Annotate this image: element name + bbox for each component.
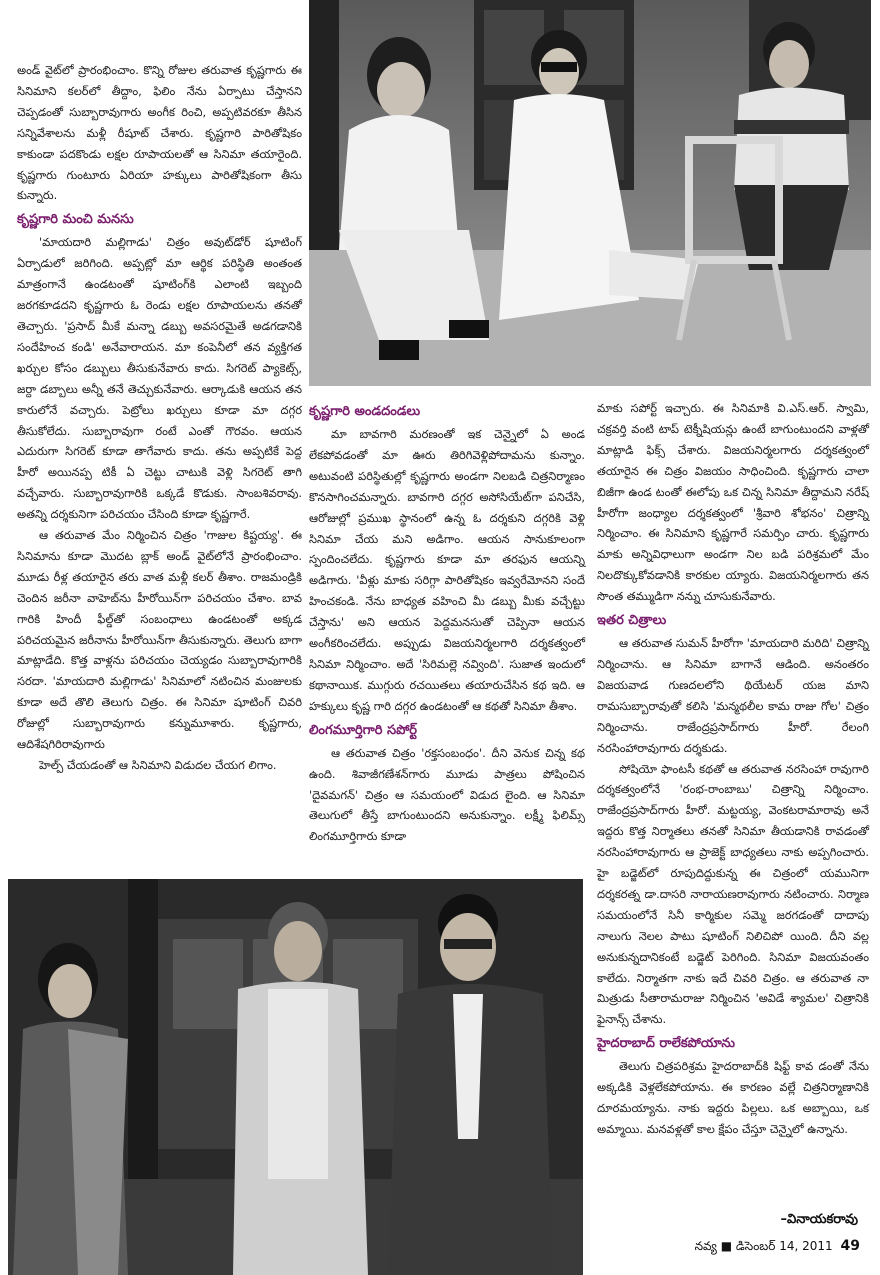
bottom-photo [8,879,583,1275]
col2-paragraph-1: మా బావగారి మరణంతో ఇక చెన్నైలో ఏ అండ లేకపోవడంతో మా ఊరు తిరిగివెళ్లిపోదామను కున్నాం. అటువంటి పరిస్థితుల్లో కృష్ణగారు అండగా నిలబడి చిత్రనిర్మాణం కొనసాగించమన్నారు. బావగారి దగ్గర అసోసియేట్‌గా పనిచేసి, ఆరోజుల్లో ప్రముఖ స్థానంలో ఉన్న ఓ దర్శకుని దగ్గరికి వెళ్లి సినిమా చేయ మని అడిగాం. ఆయన సానుకూలంగా స్పందించలేదు. కృష్ణగారు కూడా మా తరఫున ఆయన్ని అడిగారు. 'వీళ్లు మాకు సరిగ్గా పారితోషికం ఇవ్వరేమోనని సందే హించకండి. నేను బాధ్యత వహించి మీ డబ్బు మీకు వచ్చేట్టు చేస్తాను' అని ఆయన పెద్దమనసుతో చెప్పినా ఆయన అంగీకరించలేదు. అప్పుడు విజయనిర్మలగారి దర్శకత్వంలో సినిమా నిర్మించాం. అదే 'సిరిమల్లె నవ్వింది'. సుజాత ఇందులో కథానాయిక. ముగ్గురు రచయితలు తయారుచేసిన కథ ఇది. ఆ హక్కులు కృష్ణ గారి దగ్గర ఉండటంతో ఆ కథతో సినిమా తీశాం. [309,427,585,713]
col3-paragraph-2: ఆ తరువాత సుమన్ హీరోగా 'మాయదారి మరిది' చిత్రాన్ని నిర్మించాను. ఆ సినిమా బాగానే ఆడింది. అనంతరం విజయవాడ గుణదలలోని థియేటర్ యజ మాని రామసుబ్బారావుతో కలిసి 'మన్మథలీల కామ రాజు గోల' చిత్రం నిర్మించాను. రాజేంద్రప్రసాద్‌గారు హీరో. రేలంగి నరసింహారావుగారు దర్శకుడు. [597,636,869,755]
col3-heading-2: హైదరాబాద్ రాలేకపోయాను [597,1036,735,1052]
bottom-photo-graphic [8,879,583,1275]
page-number: 49 [840,1238,860,1254]
col3-paragraph-1: మాకు సపోర్ట్ ఇచ్చారు. ఈ సినిమాకి వి.ఎస్.ఆర్. స్వామి, చక్రవర్తి వంటి టాప్ టెక్నీషియన్లు ఉంటే బాగుంటుందని వాళ్లతో మాట్లాడి ఫిక్స్ చేశారు. విజయనిర్మలగారు దర్శకత్వంలో తయారైన ఈ చిత్రం విజయం సాధించింది. కృష్ణగారు చాలా బిజీగా ఉండ టంతో ఈలోపు ఒక చిన్న సినిమా తీద్దామని నరేష్ హీరోగా జంధ్యాల దర్శకత్వంలో 'శ్రీవారి శోభనం' చిత్రాన్ని నిర్మించాం. ఈ సినిమాని కృష్ణగారే సమర్పిం చారు. కృష్ణగారు మాకు అన్నివిధాలుగా అండగా నిల బడి పరిశ్రమలో మేం నిలదొక్కుకోవడానికి కారకుల య్యారు. విజయనిర్మలగారు తన సొంత తమ్ముడిగా నన్ను చూసుకునేవారు. [597,401,869,604]
col1-paragraph-4: హెల్ప్ చేయడంతో ఆ సినిమాని విడుదల చేయగ లిగాం. [39,758,277,772]
col2-heading-2: లింగమూర్తిగారి సపోర్ట్ [309,722,418,738]
top-photo [309,0,871,386]
col1-paragraph-2: 'మాయదారి మల్లిగాడు' చిత్రం అవుట్‌డోర్ షూటింగ్ ఏర్పాడులో జరిగింది. అప్పట్లో మా ఆర్థిక పరిస్థితి అంతంత మాత్రంగానే ఉండటంతో షూటింగ్‌కి ఎలాంటి ఇబ్బంది జరగకూడదని కృష్ణగారు ఓ రెండు లక్షల రూపాయలను తనతో తెచ్చారు. 'ప్రసాద్ మీకే మన్నా డబ్బు అవసరమైతే అడగడానికి సందేహించ కండి' అనేవారాయన. మా కంపెనీలో తన వ్యక్తిగత ఖర్చుల కోసం డబ్బులు తీసుకునేవారు కాదు. సిగరెట్ ప్యాకెట్స్, జర్దా డబ్బాలు అన్నీ తనే తెచ్చుకునేవారు. ఆర్కాడుకి ఆయన తన కారులోనే వచ్చారు. పెట్రోలు ఖర్చులు కూడా మా దగ్గర తీసుకోలేదు. సుబ్బారావుగా రంటే ఎంతో గౌరవం. ఆయన ఎదురుగా సిగరెట్ కూడా తాగేవారు కాదు. తను అప్పటికే పెద్ద హీరో అయినప్ప టికీ ఏ చెట్టు చాటుకి వెళ్లి సిగరెట్ తాగి వచ్చేవారు. సుబ్బారావుగారికి ఒక్కడే కొడుకు. సాంబశివరావు. అతన్ని దర్శకునిగా పరిచయం చేసింది కూడా కృష్ణగారే. [17,235,302,522]
magazine-name: నవ్య [694,1239,717,1253]
col3-paragraph-3: సోషియో ఫాంటసీ కథతో ఆ తరువాత నరసింహా రావుగారి దర్శకత్వంలోనే 'రంభ-రాంబాబు' చిత్రాన్ని నిర్మించాం. రాజేంద్రప్రసాద్‌గారు హీరో. మట్టయ్య, వెంకటరామారావు అనే ఇద్దరు కొత్త నిర్మాతలు తనతో సినిమా తీయడానికి రావడంతో నరసింహారావుగారు ఆ ప్రాజెక్ట్ బాధ్యతలు నాకు అప్పగించారు. హై బడ్జెట్‌లో రూపుదిద్దుకున్న ఈ చిత్రంలో యమునిగా దర్శకరత్న డా.దాసరి నారాయణరావుగారు నటించారు. నిర్మాణ సమయంలోనే సినీ కార్మికుల సమ్మె జరగడంతో దాదాపు నాలుగు నెలల పాటు షూటింగ్ నిలిచిపో యింది. దీని వల్ల అనుకున్నదానికంటే బడ్జెట్ పెరిగింది. సినిమా విజయవంతం కాలేదు. నిర్మాతగా నాకు ఇదే చివరి చిత్రం. ఆ తరువాత నా మిత్రుడు సీతారామరాజు నిర్మించిన 'అవిడే శ్యామల' చిత్రానికి ఫైనాన్స్ చేశాను. [597,761,869,1027]
col3-heading-1: ఇతర చిత్రాలు [597,613,667,629]
page-footer [695,1238,860,1256]
col3-paragraph-4: తెలుగు చిత్రపరిశ్రమ హైదరాబాద్‌కి షిఫ్ట్ కావ డంతో నేను అక్కడికి వెళ్లలేకపోయాను. ఈ కారణం వల్లే చిత్రనిర్మాణానికి దూరమయ్యాను. నాకు ఇద్దరు పిల్లలు. ఒక అబ్బాయి, ఒక అమ్మాయి. మనవళ్లతో కాల క్షేపం చేస్తూ చెన్నైలో ఉన్నాను. [597,1059,869,1136]
column-2 [309,398,585,847]
col2-paragraph-2: ఆ తరువాత చిత్రం 'రక్తసంబంధం'. దీని వెనుక చిన్న కథ ఉంది. శివాజీగణేశన్‌గారు మూడు పాత్రలు పోషించిన 'దైవమగన్' చిత్రం ఆ సమయంలో విడుద లైంది. ఆ సినిమా తెలుగులో తీస్తే బాగుంటుందని అనుకున్నాం. లక్ష్మీ ఫిలిమ్స్ లింగమూర్తిగారు కూడా [309,745,585,844]
col1-paragraph-3: ఆ తరువాత మేం నిర్మించిన చిత్రం 'గాజుల కిష్టయ్య'. ఈ సినిమాను కూడా మొదట బ్లాక్ అండ్ వైట్‌లోనే ప్రారంభించాం. మూడు రీళ్ల తయారైన తరు వాత మళ్లీ కలర్ తీశాం. రాజమండ్రికి చెందిన జరీనా వాహెబ్‌ను హీరోయిన్‌గా పరిచయం చేశాం. బావ గారికి హిందీ ఫీల్డ్‌తో సంబంధాలు ఉండటంతో అక్కడ పరిచయమైన జరీనాను హీరోయిన్‌గా తీసుకున్నారు. తెలుగు బాగా మాట్లాడేది. కొత్త వాళ్లను పరిచయం చెయ్యడం సుబ్బారావుగారికి సరదా. 'మాయదారి మల్లిగాడు' సినిమాలో నటించిన మంజులకు కూడా అదే తొలి తెలుగు చిత్రం. ఈ సినిమా షూటింగ్ చివరి రోజుల్లో సుబ్బారావుగారు కన్నుమూశారు. కృష్ణగారు, ఆదిశేషగిరిరావుగారు [17,528,302,752]
column-3 [597,398,869,1140]
footer-bullet: ■ [720,1239,733,1253]
author-byline: –వినాయకరావు [780,1212,858,1227]
col2-heading-1: కృష్ణగారి అండదండలు [309,404,421,419]
top-photo-graphic [309,0,871,386]
col1-paragraph-1: అండ్ వైట్‌లో ప్రారంభించాం. కొన్ని రోజుల తరువాత కృష్ణగారు ఈ సినిమాని కలర్‌లో తీద్దాం, ఫిలిం నేను ఏర్పాటు చేస్తానని చెప్పడంతో సుబ్బారావుగారు అంగీక రించి, అప్పటివరకూ తీసిన సన్నివేశాలను మళ్లీ రీషూట్ చేశారు. కృష్ణగారి పారితోషికం కాకుండా పదకొండు లక్షల రూపాయలతో ఆ సినిమా తయారైంది. కృష్ణగారు గుంటూరు ఏరియా హక్కులు పారితోషికంగా తీసు కున్నారు. [17,63,302,203]
col1-heading-1: కృష్ణగారి మంచి మనసు [17,212,134,228]
column-1 [17,60,302,776]
issue-date: డిసెంబర్ 14, 2011 [735,1239,833,1253]
